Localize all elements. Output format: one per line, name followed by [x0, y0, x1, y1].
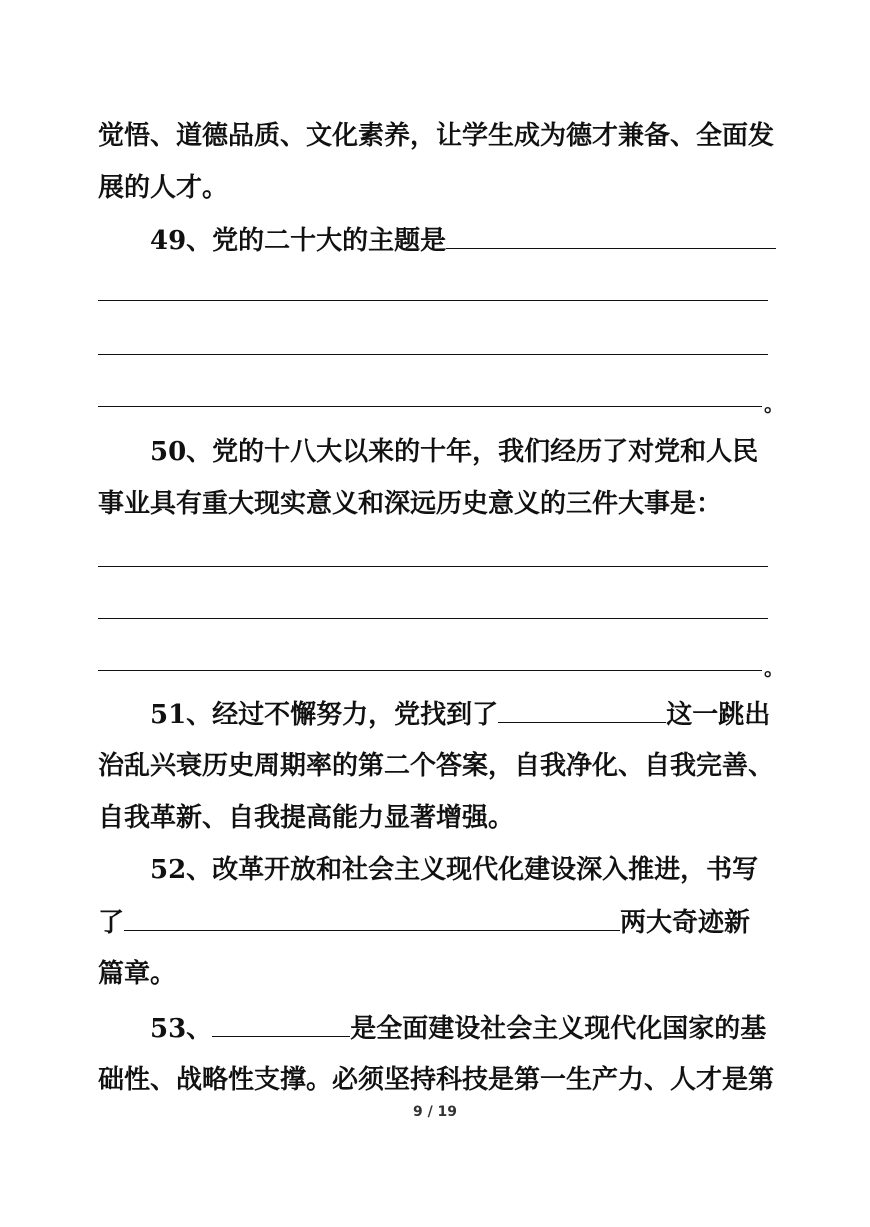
answer-blank — [498, 698, 666, 723]
question-53-text-cont: 是全面建设社会主义现代化国家的基 — [350, 1014, 767, 1044]
answer-blank — [124, 906, 620, 931]
answer-line — [98, 300, 768, 301]
question-49-text: 49、党的二十大的主题是 — [150, 226, 447, 256]
question-52-text: 了 — [98, 908, 125, 938]
question-52-line-1: 52、改革开放和社会主义现代化建设深入推进，书写 — [150, 855, 759, 885]
page-number: 9 / 19 — [412, 1104, 458, 1120]
period-mark: 。 — [764, 656, 784, 680]
answer-line — [98, 566, 768, 567]
question-51-text: 51、经过不懈努力，党找到了 — [150, 700, 499, 730]
question-52-text-cont: 两大奇迹新 — [620, 908, 751, 938]
question-50-line-1: 50、党的十八大以来的十年，我们经历了对党和人民 — [150, 437, 759, 467]
answer-line — [98, 406, 762, 407]
question-53-text: 53、 — [150, 1014, 213, 1044]
question-49 — [150, 224, 774, 257]
answer-line — [98, 354, 768, 355]
answer-blank — [446, 224, 776, 249]
question-51-text-cont: 这一跳出 — [666, 700, 771, 730]
question-51-line-3: 自我革新、自我提高能力显著增强。 — [98, 803, 515, 833]
question-53-line-1 — [150, 1012, 774, 1045]
text-line-2: 展的人才。 — [98, 173, 229, 203]
question-53-line-2: 础性、战略性支撑。必须坚持科技是第一生产力、人才是第 — [98, 1065, 775, 1095]
answer-line — [98, 618, 768, 619]
answer-line — [98, 670, 762, 671]
question-51-line-1 — [150, 698, 774, 731]
question-50-line-2: 事业具有重大现实意义和深远历史意义的三件大事是： — [98, 489, 723, 519]
question-52-line-2 — [98, 906, 774, 939]
question-52-line-3: 篇章。 — [98, 959, 177, 989]
question-51-line-2: 治乱兴衰历史周期率的第二个答案，自我净化、自我完善、 — [98, 751, 775, 781]
period-mark: 。 — [764, 392, 784, 416]
text-line-1: 觉悟、道德品质、文化素养，让学生成为德才兼备、全面发 — [98, 121, 775, 151]
answer-blank — [212, 1012, 350, 1037]
